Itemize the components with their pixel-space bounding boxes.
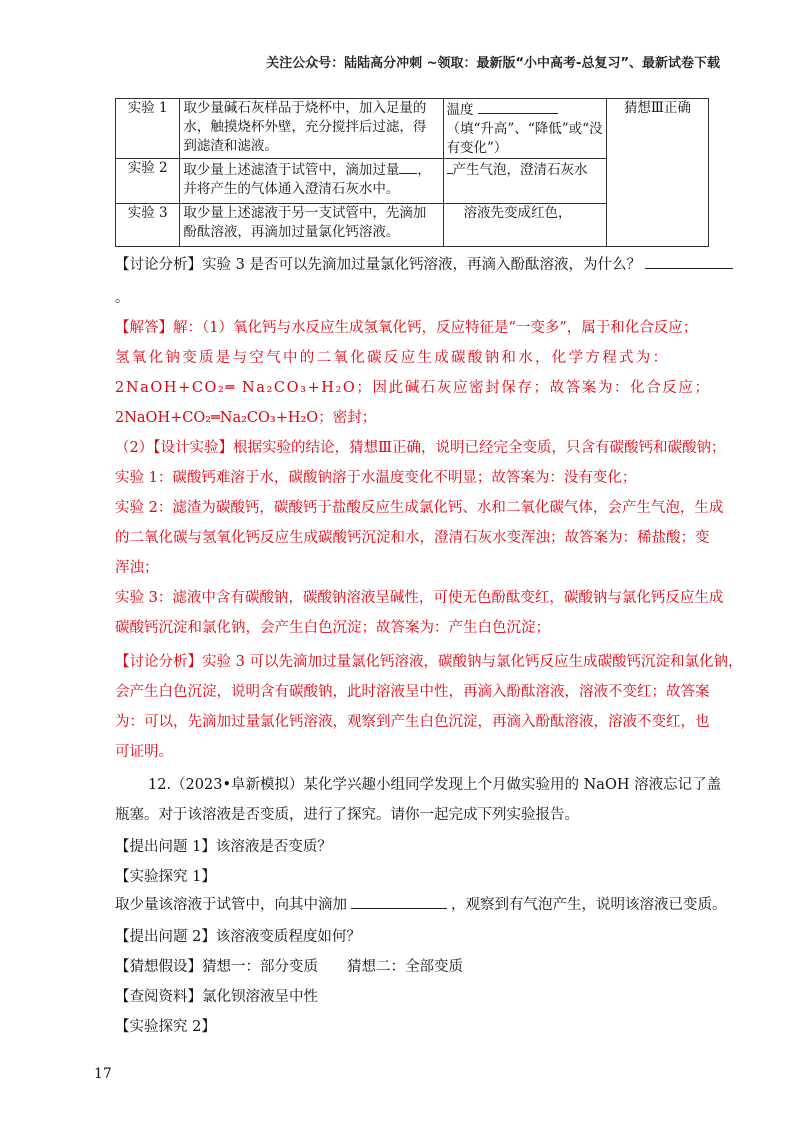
experiment-name: 实验 3 (116, 204, 180, 247)
question-text (115, 893, 727, 914)
answer-blank (478, 99, 558, 114)
section-heading: 【查阅资料】氯化钡溶液呈中性 (115, 989, 318, 1005)
answer-blank (351, 894, 447, 909)
answer-line: 实验 3：滤液中含有碳酸钠，碳酸钠溶液呈碱性，可使无色酚酞变红，碳酸钠与氯化钙反应生成 (115, 590, 724, 606)
experiment-operation: 取少量碱石灰样品于烧杯中，加入足量的水，触摸烧杯外壁，充分搅拌后过滤，得到滤渣和滤液。 (180, 99, 443, 159)
answer-equation-line: 2NaOH+CO₂═Na₂CO₃+H₂O；密封； (115, 410, 377, 426)
experiment-name: 实验 2 (116, 159, 180, 204)
phenomenon-text: 温度 (446, 102, 474, 118)
text: 【讨论分析】实验 3 是否可以先滴加过量氯化钙溶液，再滴入酚酞溶液，为什么？ (115, 257, 641, 273)
text: ，观察到有气泡产生，说明该溶液已变质。 (451, 897, 727, 913)
section-heading: 【实验探究 2】 (115, 1019, 216, 1035)
answer-line: 【讨论分析】实验 3 可以先滴加过量氯化钙溶液，碳酸钠与氯化钙反应生成碳酸钙沉淀和氯化钠， (115, 654, 743, 670)
discussion-question (115, 253, 733, 274)
section-heading: 【猜想假设】猜想一：部分变质 猜想二：全部变质 (115, 959, 463, 975)
answer-line: 氢氧化钠变质是与空气中的二氧化碳反应生成碳酸钠和水，化学方程式为： (115, 350, 670, 366)
answer-line: 会产生白色沉淀，说明含有碳酸钠，此时溶液呈中性，再滴入酚酞溶液，溶液不变红；故答案 (115, 684, 710, 700)
section-heading: 【提出问题 2】该溶液变质程度如何？ (115, 929, 361, 945)
answer-line: 实验 1：碳酸钙难溶于水，碳酸钠溶于水温度变化不明显；故答案为：没有变化； (115, 470, 637, 486)
answer-line: 可证明。 (115, 744, 173, 760)
answer-equation-line: 2NaOH+CO₂═ Na₂CO₃+H₂O；因此碱石灰应密封保存；故答案为：化合反应； (115, 380, 711, 396)
text-line: 。 (115, 290, 130, 306)
page-header: 关注公众号：陆陆高分冲刺 ~领取：最新版“小中高考-总复习”、最新试卷下载 (266, 56, 720, 71)
question-title: 12.（2023•阜新模拟）某化学兴趣小组同学发现上个月做实验用的 NaOH 溶液忘记了盖 (148, 777, 722, 793)
text: 取少量该溶液于试管中，向其中滴加 (115, 897, 347, 913)
answer-line: 碳酸钙沉淀和氯化钠，会产生白色沉淀；故答案为：产生白色沉淀； (115, 620, 550, 636)
table-row (116, 99, 709, 159)
operation-text: 取少量上述滤渣于试管中，滴加过量 (183, 162, 400, 178)
section-heading: 【提出问题 1】该溶液是否变质？ (115, 839, 332, 855)
experiment-name: 实验 1 (116, 99, 180, 159)
phenomenon-text: 溶液先变成红色， (463, 205, 572, 221)
experiment-phenomenon (443, 159, 606, 204)
phenomenon-hint: （填“升高”、“降低”或“没有变化”） (446, 121, 603, 156)
section-heading: 【实验探究 1】 (115, 869, 216, 885)
answer-line: 为：可以，先滴加过量氯化钙溶液，观察到产生白色沉淀，再滴入酚酞溶液，溶液不变红，也 (115, 714, 710, 730)
answer-blank (645, 254, 733, 269)
experiment-table (115, 98, 709, 247)
answer-line: （2）【设计实验】根据实验的结论，猜想Ⅲ正确，说明已经完全变质，只含有碳酸钙和碳酸钠； (115, 440, 726, 456)
experiment-operation (180, 159, 443, 204)
operation-text-2: ，并将产生的气体通入澄清石灰水中。 (183, 162, 431, 197)
phenomenon-text: 产生气泡，澄清石灰水 (452, 162, 588, 178)
experiment-operation: 取少量上述滤液于另一支试管中，先滴加酚酞溶液，再滴加过量氯化钙溶液。 (180, 204, 443, 247)
answer-line: 实验 2：滤渣为碳酸钙，碳酸钙于盐酸反应生成氯化钙、水和二氧化碳气体，会产生气泡，生成 (115, 500, 724, 516)
experiment-phenomenon (443, 204, 606, 247)
page-number: 17 (94, 1066, 112, 1082)
experiment-phenomenon (443, 99, 606, 159)
question-text: 瓶塞。对于该溶液是否变质，进行了探究。请你一起完成下列实验报告。 (115, 807, 579, 823)
answer-line: 浑浊； (115, 560, 159, 576)
experiment-conclusion: 猜想Ⅲ正确 (606, 99, 708, 247)
answer-line: 的二氧化碳与氢氧化钙反应生成碳酸钙沉淀和水，澄清石灰水变浑浊；故答案为：稀盐酸；变 (115, 530, 710, 546)
answer-blank (399, 159, 417, 174)
answer-line: 【解答】解：（1）氧化钙与水反应生成氢氧化钙，反应特征是“一变多”，属于和化合反应； (115, 320, 698, 336)
